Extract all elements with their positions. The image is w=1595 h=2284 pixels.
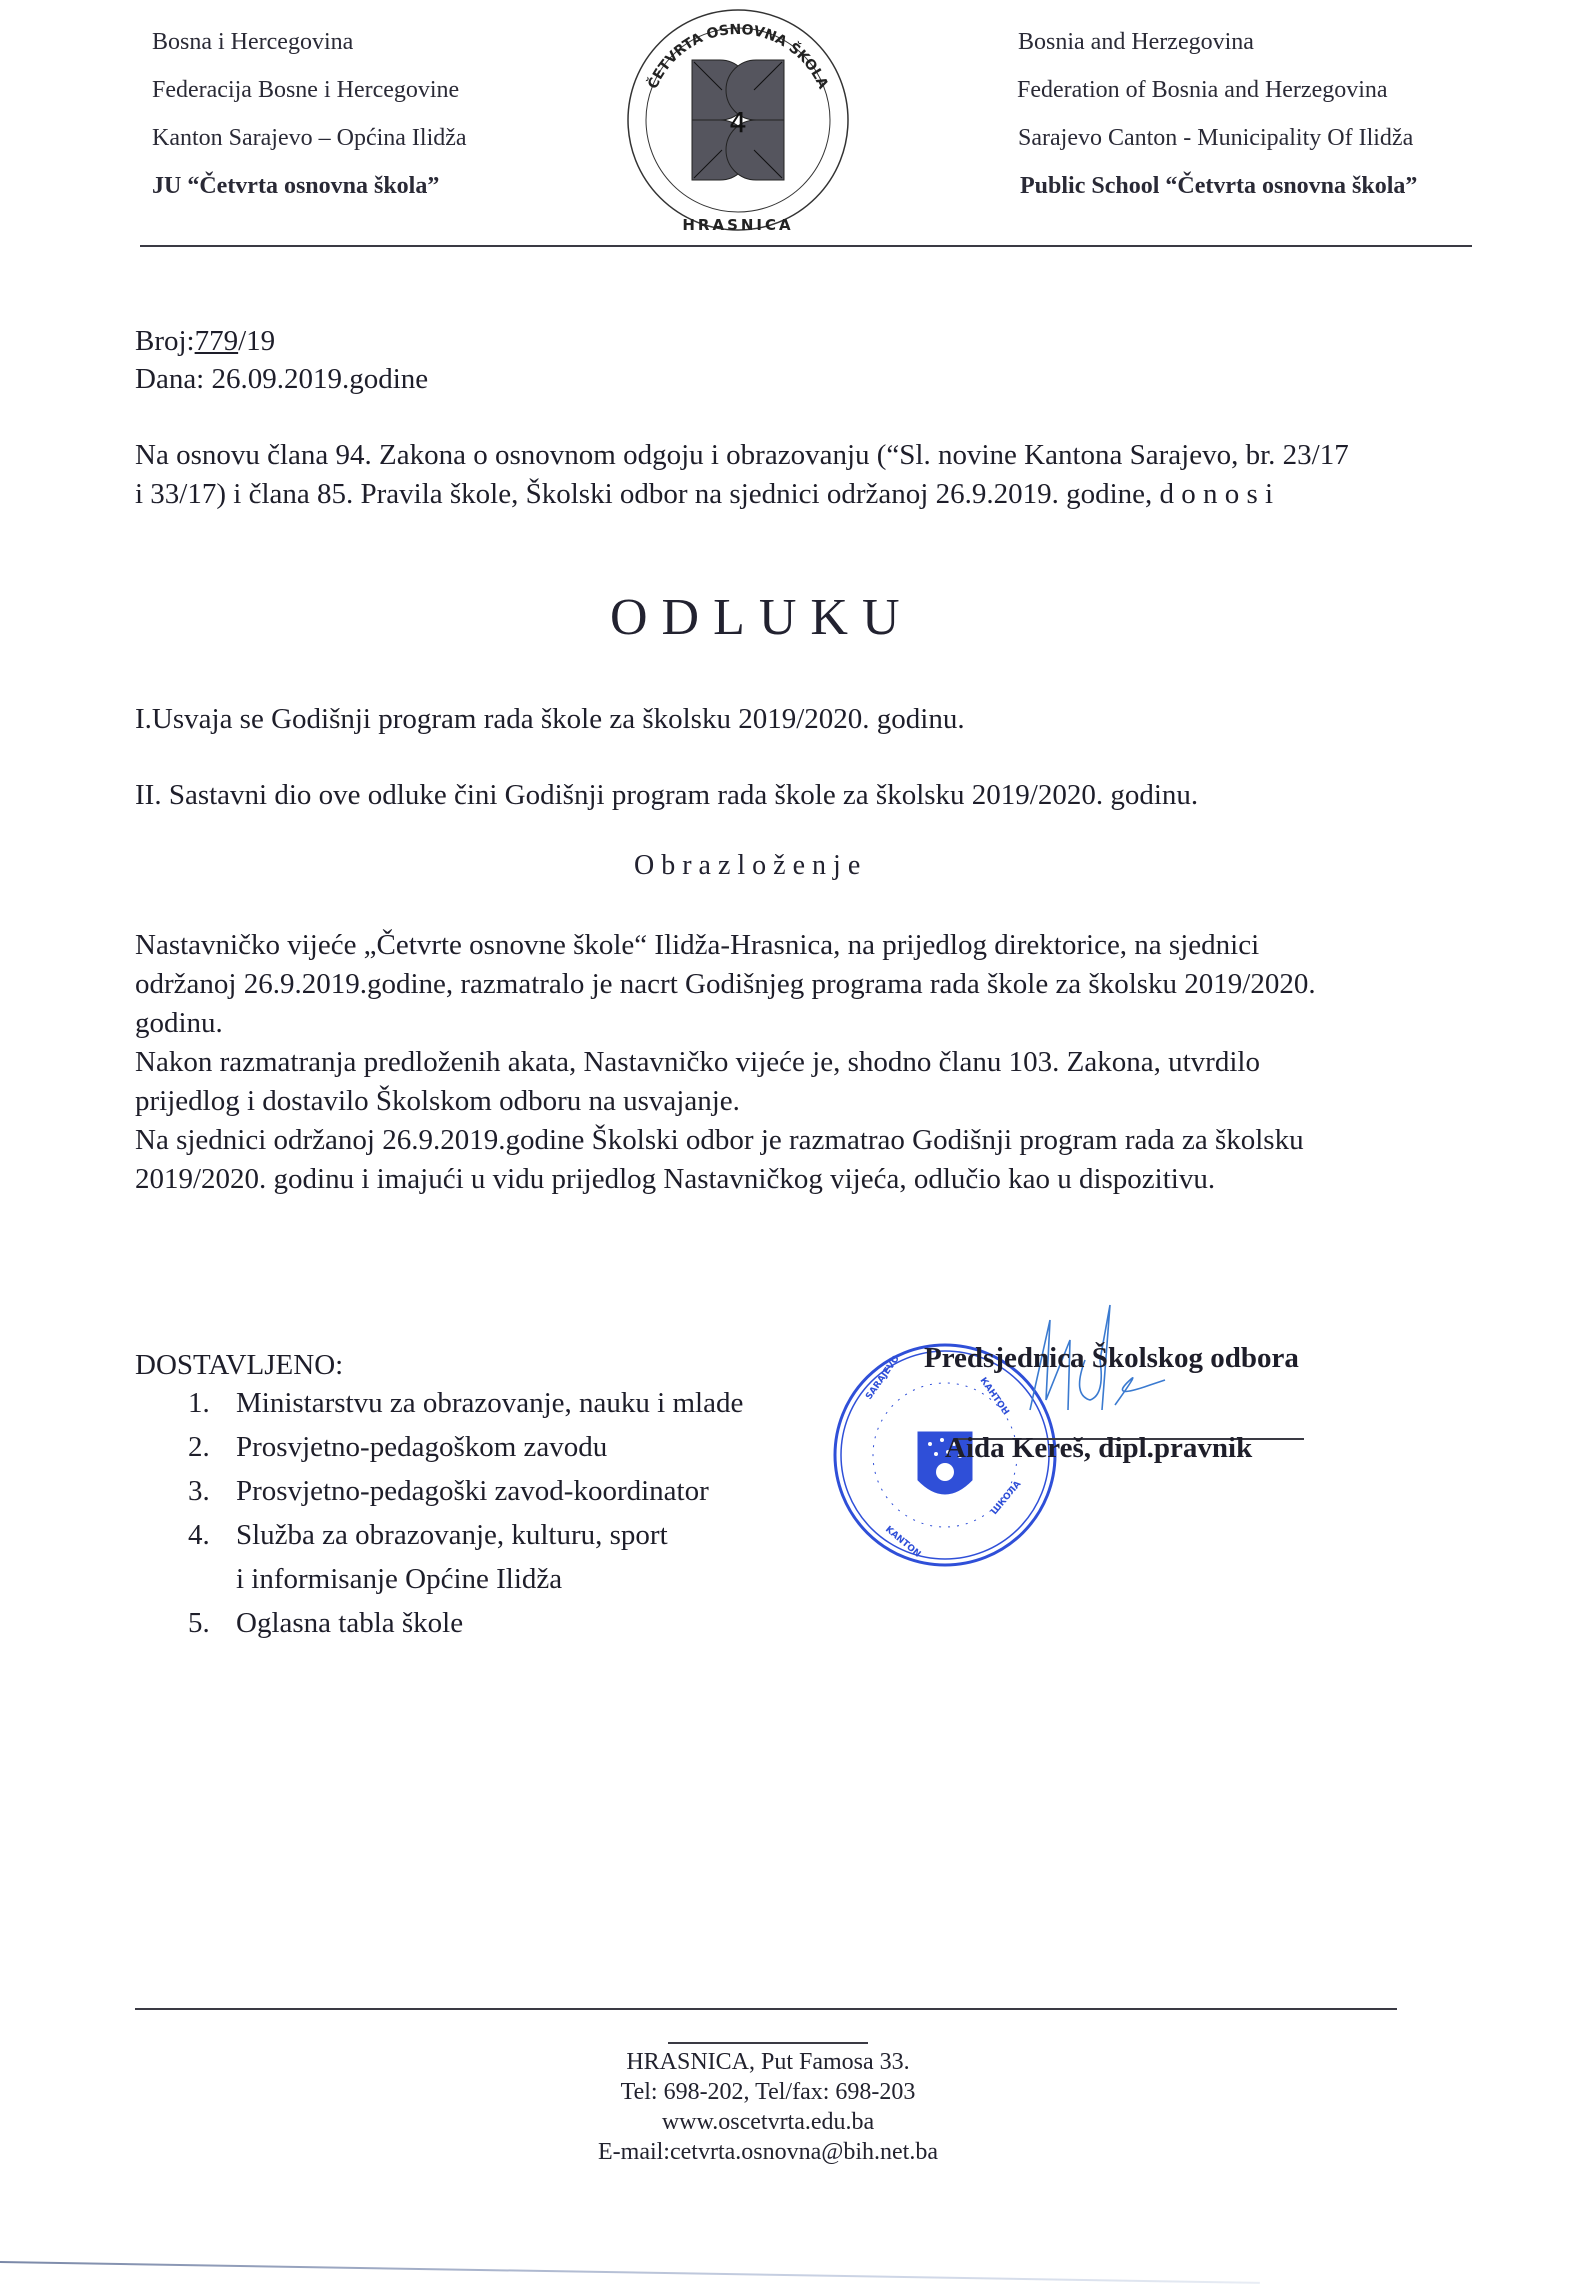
footer-address: HRASNICA, Put Famosa 33. (626, 2049, 910, 2075)
svg-text:HRASNICA: HRASNICA (682, 216, 794, 234)
reference-number (135, 322, 275, 361)
header-divider (140, 245, 1472, 247)
scan-edge-line (0, 2261, 1260, 2284)
list-item-continuation: i informisanje Općine Ilidža (236, 1563, 563, 1595)
reference-year: /19 (238, 325, 276, 357)
explanation-paragraph-3: Na sjednici održanoj 26.9.2019.godine Školski odbor je razmatrao Godišnji program rada za školsku 2019/2020. godinu i imajući u vidu prijedlog Nastavničkog vijeća, odlučio kao u dispozitivu. (135, 1124, 1304, 1195)
email-link[interactable]: E-mail:cetvrta.osnovna@bih.net.ba (598, 2139, 938, 2165)
explanation-heading: Obrazloženje (634, 850, 868, 881)
svg-text:ШКОЛА: ШКОЛА (989, 1479, 1024, 1517)
footer-divider (135, 2008, 1397, 2010)
school-name-bs: JU “Četvrta osnovna škola” (152, 173, 440, 199)
canton-bs: Kanton Sarajevo – Općina Ilidža (152, 125, 467, 151)
svg-text:4: 4 (729, 106, 747, 139)
signatory-name: Aida Kereš, dipl.pravnik (945, 1432, 1253, 1464)
article-1: I.Usvaja se Godišnji program rada škole za školsku 2019/2020. godinu. (135, 703, 965, 735)
list-item: 1. Ministarstvu za obrazovanje, nauku i mlade (188, 1387, 744, 1419)
explanation-body (135, 926, 1350, 1199)
preamble: Na osnovu člana 94. Zakona o osnovnom odgoju i obrazovanju (“Sl. novine Kantona Sarajevo, br. 23/17 i 33/17) i člana 85. Pravila škole, Školski odbor na sjednici održanoj 26.9.2019. godine, d o n o s i (135, 439, 1349, 510)
school-logo (610, 2, 865, 242)
explanation-paragraph-1: Nastavničko vijeće „Četvrte osnovne škole“ Ilidža-Hrasnica, na prijedlog direktorice, na sjednici održanoj 26.9.2019.godine, razmatralo je nacrt Godišnjeg programa rada škole za školsku 2019/2020. godinu. (135, 929, 1316, 1039)
footer-phone: Tel: 698-202, Tel/fax: 698-203 (620, 2079, 916, 2105)
footer-email[interactable] (468, 2137, 1068, 2167)
svg-text:KANTON: KANTON (883, 1524, 923, 1560)
country-en: Bosnia and Herzegovina (1018, 29, 1254, 55)
website-link[interactable]: www.oscetvrta.edu.ba (661, 2109, 875, 2135)
list-item: 3. Prosvjetno-pedagoški zavod-koordinator (188, 1475, 709, 1507)
signatory-title: Predsjednica Školskog odbora (924, 1342, 1299, 1374)
svg-text:ČETVRTA OSNOVNA ŠKOLA: ČETVRTA OSNOVNA ŠKOLA (645, 21, 831, 92)
reference-date: Dana: 26.09.2019.godine (135, 363, 429, 395)
footer-contact (468, 2047, 1068, 2167)
school-logo-icon (610, 2, 865, 242)
canton-en: Sarajevo Canton - Municipality Of Ilidža (1018, 125, 1414, 151)
reference-label: Broj: (135, 325, 195, 357)
footer-short-divider (668, 2042, 868, 2044)
reference-number-value: 779 (194, 325, 239, 357)
list-item: 4. Služba za obrazovanje, kulturu, sport (188, 1519, 668, 1551)
distribution-heading: DOSTAVLJENO: (135, 1349, 344, 1381)
explanation-paragraph-2: Nakon razmatranja predloženih akata, Nastavničko vijeće je, shodno članu 103. Zakona, utvrdilo prijedlog i dostavilo Školskom odboru na usvajanje. (135, 1046, 1260, 1117)
list-item: 2. Prosvjetno-pedagoškom zavodu (188, 1431, 608, 1463)
article-2: II. Sastavni dio ove odluke čini Godišnji program rada škole za školsku 2019/2020. godinu. (135, 779, 1199, 811)
svg-text:КАНТОН: КАНТОН (977, 1375, 1011, 1418)
country-bs: Bosna i Hercegovina (152, 29, 354, 55)
list-item: 5. Oglasna tabla škole (188, 1607, 464, 1639)
document-title: ODLUKU (610, 589, 914, 646)
school-name-en: Public School “Četvrta osnovna škola” (1020, 173, 1418, 199)
footer-website[interactable] (468, 2107, 1068, 2137)
svg-text:SARAJEVO: SARAJEVO (864, 1353, 902, 1402)
federation-bs: Federacija Bosne i Hercegovine (152, 77, 460, 103)
federation-en: Federation of Bosnia and Herzegovina (1017, 77, 1388, 103)
